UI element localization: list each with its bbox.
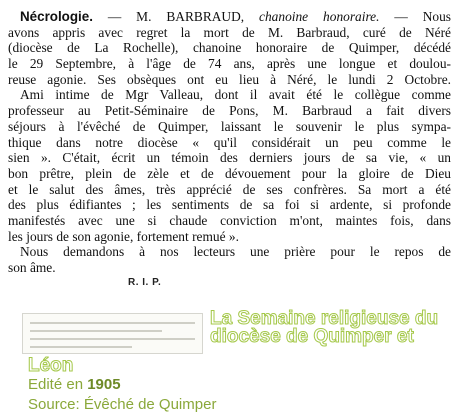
- article-line: Nous demandons à nos lecteurs une prière pour le repos de: [20, 244, 451, 260]
- publication-title[interactable]: La Semaine religieuse du diocèse de Quimper et: [210, 308, 439, 347]
- source-value: Évêché de Quimper: [83, 396, 217, 413]
- thumbnail-line: [30, 322, 195, 324]
- article-line: séjours à l'évêché de Quimper, laissant le souvenir le plus sympa-: [8, 118, 451, 134]
- article-line: son âme.: [8, 260, 56, 275]
- source-label: Source:: [28, 396, 84, 413]
- edition-label: Edité en: [28, 376, 88, 393]
- edition-info: [28, 376, 121, 394]
- article-line: et le salut des âmes, très apprécié de ses confrères. Sa mort a été: [8, 181, 451, 197]
- article-line: les jours de son agonie, fortement remué ».: [8, 228, 239, 244]
- article-signature: R. I. P.: [128, 276, 162, 288]
- article-line: professeur au Petit-Séminaire de Pons, M. Barbraud a fait divers: [8, 103, 451, 119]
- heading-dash: — M. BARBRAUD,: [92, 9, 260, 24]
- document-thumbnail[interactable]: [22, 313, 203, 354]
- heading-title: Nécrologie.: [20, 9, 93, 24]
- heading-rest: — Nous: [379, 9, 451, 24]
- article-line: manifestés avec une si chaude conviction m'ont, maintes fois, dans: [8, 212, 451, 228]
- article-heading: [20, 9, 451, 25]
- article-line: reuse agonie. Ses obsèques ont eu lieu à Néré, le lundi 2 Octobre.: [8, 71, 451, 87]
- article-line: thique dans notre diocèse « qu'il considérait un peu comme le: [8, 134, 451, 150]
- publication-title-continued[interactable]: Léon: [28, 355, 74, 376]
- source-info: [28, 396, 216, 414]
- edition-year: 1905: [87, 376, 121, 393]
- article-line: avons appris avec regret la mort de M. Barbraud, curé de Néré: [8, 24, 451, 40]
- article-line: bon prêtre, plein de zèle et de dévouement pour la gloire de Dieu: [8, 165, 451, 181]
- article-line: le 29 Septembre, à l'âge de 74 ans, après une longue et doulou-: [8, 56, 451, 72]
- thumbnail-line: [30, 346, 132, 348]
- article-text: [8, 9, 451, 290]
- article-line: Ami intime de Mgr Valleau, dont il avait été le collègue comme: [20, 87, 451, 103]
- article-line: des plus édifiantes ; les sentiments de sa foi si ardente, si profonde: [8, 197, 451, 213]
- thumbnail-line: [30, 338, 195, 340]
- article-line: sien ». C'était, écrit un témoin des derniers jours de sa vie, « un: [8, 150, 451, 166]
- article-line: (diocèse de La Rochelle), chanoine honoraire de Quimper, décédé: [8, 40, 451, 56]
- thumbnail-line: [30, 330, 162, 332]
- heading-role: chanoine honoraire.: [259, 9, 380, 24]
